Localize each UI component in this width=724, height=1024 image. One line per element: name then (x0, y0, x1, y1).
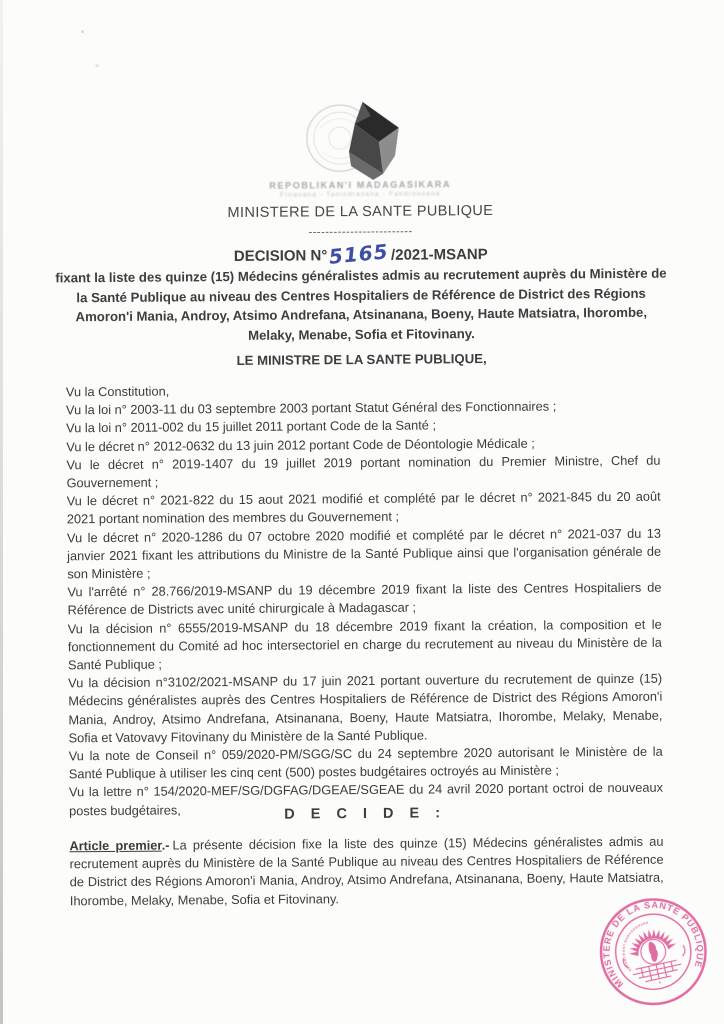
ministry-title: MINISTERE DE LA SANTE PUBLIQUE (227, 202, 494, 222)
decision-subject: fixant la liste des quinze (15) Médecins généralistes admis au recrutement auprès du Ministère de la Santé Publique au niveau des Centres Hospitaliers de Référence de District des Régions Amoron'i Mania, Androy, Atsimo Andrefana, Atsinanana, Boeny, Haute Matsiatra, Ihorombe, Melaky, Menabe, Sofia et Fitovinany. (55, 265, 667, 343)
svg-text:MINISTERE DE LA SANTE PUBLIQUE: MINISTERE DE LA SANTE PUBLIQUE (601, 899, 706, 990)
visa-paragraph: Vu le décret n° 2019-1407 du 19 juillet 2019 portant nomination du Premier Ministre, Chef du Gouvernement ; (66, 452, 661, 491)
visa-paragraph: Vu la loi n° 2011-002 du 15 juillet 2011 portant Code de la Santé ; (66, 417, 437, 436)
article-label: Article premier (69, 837, 162, 854)
ministry-ink-stamp (585, 884, 721, 1020)
visa-paragraph: Vu la décision n°3102/2021-MSANP du 17 juin 2021 portant ouverture du recrutement de quinze (15) Médecins généralistes auprès des Centres Hospitaliers de Référence de District des Régions Amoron'i Mania, Androy, Atsimo Andrefana, Atsinanana, Boeny, Haute Matsiatra, Ihorombe, Melaky, Menabe, Sofia et Vatovavy Fitovinany du Ministère de la Santé Publique. (68, 670, 663, 746)
madagascar-seal-icon (285, 99, 436, 182)
minister-heading: LE MINISTRE DE LA SANTE PUBLIQUE, (236, 351, 487, 368)
scan-speck (81, 30, 84, 33)
handwritten-decision-number: 5165 (327, 239, 390, 269)
svg-text:REPOBLIKAN'I MADAGASIKARA: REPOBLIKAN'I MADAGASIKARA (621, 920, 650, 973)
visa-paragraph: Vu la Constitution, (65, 383, 170, 400)
visa-paragraph: Vu le décret n° 2012-0632 du 13 juin 2012 portant Code de Déontologie Médicale ; (66, 435, 535, 454)
visa-paragraph: Vu le décret n° 2020-1286 du 07 octobre 2020 modifié et complété par le décret n° 2021-037 du 13 janvier 2021 fixant les attributions du Ministre de la Santé Publique ainsi que l'organisation générale de son Ministère ; (66, 525, 662, 582)
article-separator: .- (161, 837, 170, 853)
article-text: La présente décision fixe la liste des quinze (15) Médecins généralistes admis au recrutement auprès du Ministère de la Santé Publique au niveau des Centres Hospitaliers de Référence de District des Régions Amoron'i Mania, Androy, Atsimo Andrefana, Atsinanana, Boeny, Haute Matsiatra, Ihorombe, Melaky, Menabe, Sofia et Fitovinany. (69, 833, 664, 908)
separator-dashes: ------------------------- (308, 225, 413, 239)
letterhead (0, 97, 722, 201)
decision-prefix: DECISION N° (233, 247, 328, 266)
emblem-country-label: REPOBLIKAN'I MADAGASIKARA (269, 179, 452, 191)
decide-heading: D E C I D E : (284, 805, 447, 823)
visa-paragraph: Vu l'arrêté n° 28.766/2019-MSANP du 19 décembre 2019 fixant la liste des Centres Hospitaliers de Référence de Districts avec unité chirurgicale à Madagascar ; (67, 579, 662, 618)
visa-paragraph: Vu la lettre n° 154/2020-MEF/SG/DGFAG/DGEAE/SGEAE du 24 avril 2020 portant octroi de nouveaux postes budgétaires, (68, 780, 664, 818)
article-premier-paragraph (69, 833, 664, 910)
scan-speck (95, 64, 99, 67)
visa-paragraph: Vu le décret n° 2021-822 du 15 aout 2021 modifié et complété par le décret n° 2021-845 du 20 août 2021 portant nomination des membres du Gouvernement ; (66, 488, 661, 527)
dark-overprint-shape (349, 102, 400, 180)
decision-suffix: /2021-MSANP (390, 246, 488, 264)
visa-paragraph: Vu la décision n° 6555/2019-MSANP du 18 décembre 2019 fixant la création, la composition et le fonctionnement du Comité ad hoc intersectoriel en charge du recrutement au niveau du Ministère de la Santé Publique ; (67, 616, 662, 673)
visa-paragraph: Vu la loi n° 2003-11 du 03 septembre 2003 portant Statut Général des Fonctionnaires ; (65, 398, 557, 418)
svg-text:· · ✶ · ·: · · ✶ · · (649, 976, 672, 987)
emblem-motto-label: Fitiavana - Tanindrazana - Fandrosoana (279, 190, 441, 199)
ministry-stamp-icon (585, 884, 721, 1020)
visa-paragraph: Vu la note de Conseil n° 059/2020-PM/SGG/SC du 24 septembre 2020 autorisant le Ministère de la Santé Publique à utiliser les cinq cent (500) postes budgétaires octroyés au Ministère ; (68, 743, 663, 782)
visa-list (66, 379, 663, 821)
